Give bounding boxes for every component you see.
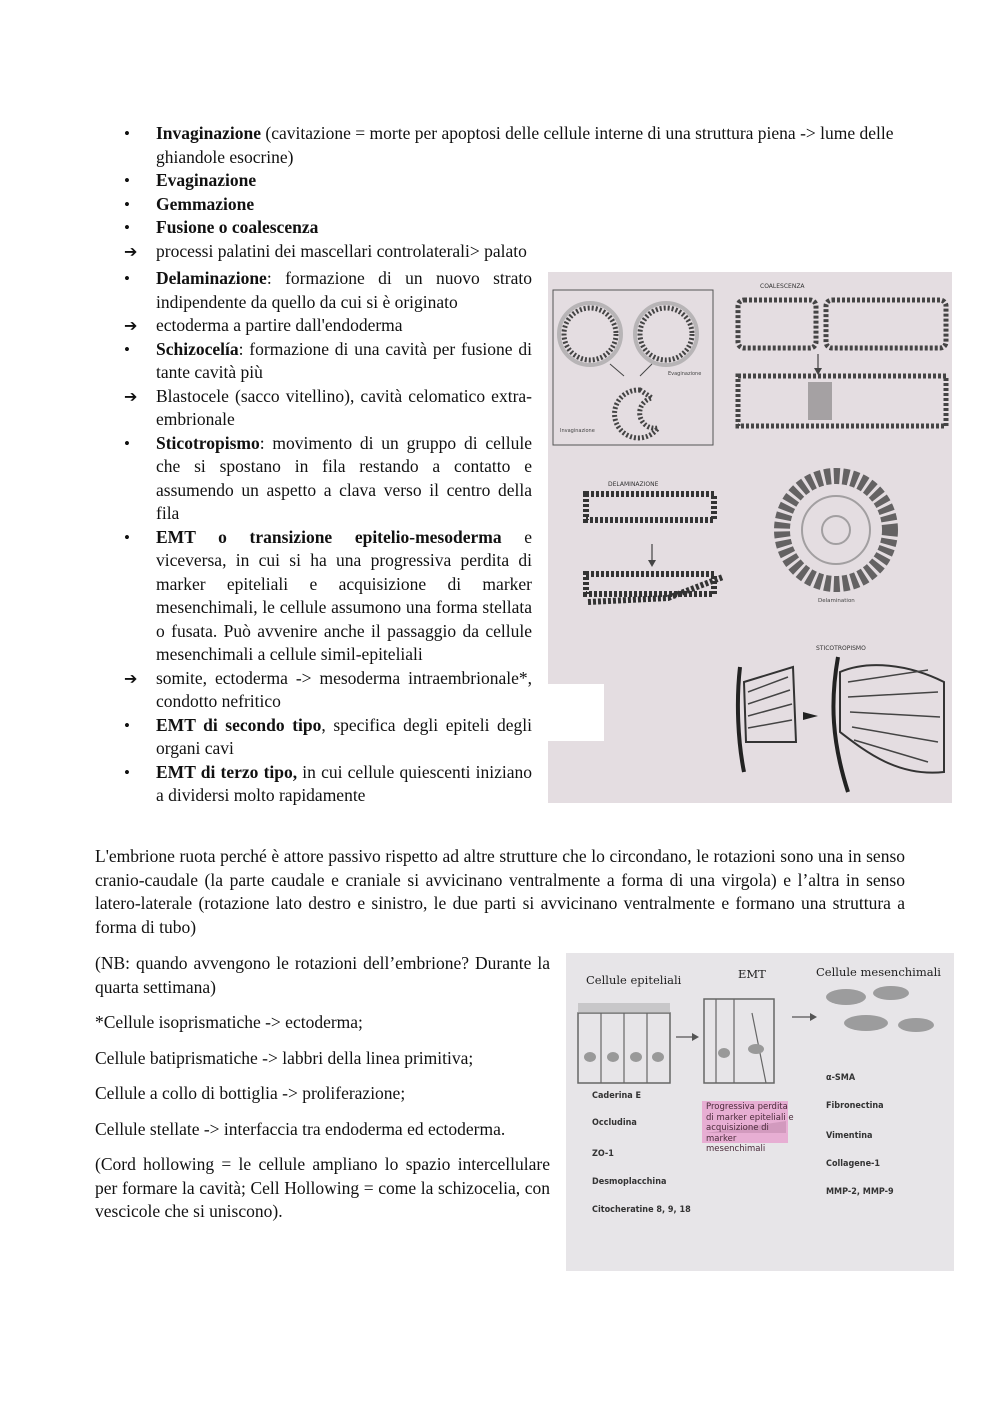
highlight-text: Progressiva perdita di marker epiteliali e acquisizione di marker mesenchimali [706,1102,794,1154]
note-paragraph: (Cord hollowing = le cellule ampliano lo spazio intercellulare per formare la cavità; Cell Hollowing = come la schizocelia, con vescicole che si uniscono). [95,1154,550,1221]
arrow-icon [124,240,150,264]
arrow-icon [124,314,150,338]
list-item-text: : formazione di un nuovo strato indipendente da quello da cui si è originato [156,268,532,312]
list-item [120,667,532,714]
list-item-text: : formazione di una cavità per fusione di tante cavità più [156,338,532,382]
bullet-icon [124,169,150,193]
bullet-icon [124,216,150,240]
list-item-text: somite, ectoderma -> mesoderma intraembrionale*, condotto nefritico [156,667,532,711]
note-paragraph: Cellule a collo di bottiglia -> proliferazione; [95,1083,406,1103]
list-item-term: Evaginazione [156,170,257,190]
arrow-icon [124,385,150,409]
mesenchymal-marker: Collagene-1 [826,1159,881,1169]
header-emt: EMT [738,967,766,981]
label-sticotropismo: STICOTROPISMO [816,645,866,652]
list-item-term: Sticotropismo [156,432,260,453]
figure-emt-markers [566,953,954,1271]
bullet-list-top [120,122,910,263]
mesenchymal-marker: MMP-2, MMP-9 [826,1187,894,1197]
list-item-text: Blastocele (sacco vitellino), cavità celomatico extra-embrionale [156,385,532,429]
list-item-term: Gemmazione [156,193,255,214]
bullet-icon [124,714,150,738]
mesenchymal-marker: Fibronectina [826,1101,884,1111]
notes-block [95,952,550,1236]
list-item [120,216,910,240]
list-item-term: EMT o transizione epitelio-mesoderma [156,526,502,547]
list-item-term: Invaginazione [156,123,262,143]
bullet-icon [124,761,150,785]
note-paragraph: *Cellule isoprismatiche -> ectoderma; [95,1012,363,1032]
bullet-list-left-column [120,267,532,808]
list-item-term: EMT di secondo tipo [156,714,322,735]
list-item-text: (cavitazione = morte per apoptosi delle cellule interne di una struttura piena -> lume delle ghiandole esocrine) [156,123,894,167]
paragraph-embryo-rotation: L'embrione ruota perché è attore passivo rispetto ad altre strutture che lo circondano, le rotazioni sono una in senso cranio-caudale (la parte caudale e craniale si avvicinano ventralmente a forma di una virgola) e l’altra in senso latero-laterale (rotazione lato destro e sinistro, le due parti si avvicinano ventralmente e formano una struttura a forma di tubo) [95,846,905,937]
label-invaginazione: Invaginazione [560,428,595,434]
bullet-icon [124,338,150,362]
bullet-icon [124,122,150,146]
arrow-icon [124,667,150,691]
epithelial-marker: Caderina E [592,1091,642,1101]
list-item-text: in cui cellule quiescenti iniziano a dividersi molto rapidamente [156,761,532,805]
figure-morphogenesis-processes [548,272,952,803]
epithelial-marker: Occludina [592,1118,637,1128]
list-item-term: Fusione o coalescenza [156,217,319,237]
list-item-text: : movimento di un gruppo di cellule che si spostano in fila restando a contatto e assumendo un aspetto a clava verso il centro della fila [156,432,532,523]
list-item [120,267,532,314]
list-item [120,761,532,808]
bullet-icon [124,526,150,550]
list-item [120,714,532,761]
label-coalescenza: COALESCENZA [760,283,805,290]
epithelial-marker: Citocheratine 8, 9, 18 [592,1205,691,1215]
list-item [120,338,532,385]
note-paragraph: Cellule batiprismatiche -> labbri della linea primitiva; [95,1047,474,1068]
label-delaminazione: DELAMINAZIONE [608,481,659,488]
list-item-text: , specifica degli epiteli degli organi cavi [156,714,533,758]
bullet-icon [124,193,150,217]
redaction-patch [548,684,604,741]
list-item-term: EMT di terzo tipo, [156,761,298,782]
list-item-text: processi palatini dei mascellari controlaterali> palato [156,240,527,261]
bullet-icon [124,432,150,456]
epithelial-marker: ZO-1 [592,1149,614,1159]
list-item [120,432,532,526]
bullet-icon [124,267,150,291]
list-item-text: ectoderma a partire dall'endoderma [156,315,403,335]
mesenchymal-marker: α-SMA [826,1073,856,1083]
list-item-text: e viceversa, in cui si ha una progressiva perdita di marker epiteliali e acquisizione di marker mesenchimali, le cellule assumono una forma stellata o fusata. Può avvenire anche il passaggio da cellule mesenchimali a cellule simil-epiteliali [156,526,532,664]
list-item [120,169,910,193]
list-item-term: Schizocelía [156,338,239,359]
list-item [120,122,910,169]
list-item [120,526,532,667]
note-paragraph: Cellule stellate -> interfaccia tra endoderma ed ectoderma. [95,1118,506,1139]
epithelial-marker: Desmoplacchina [592,1177,667,1187]
list-item [120,385,532,432]
note-paragraph: (NB: quando avvengono le rotazioni dell’embrione? Durante la quarta settimana) [95,953,550,997]
header-mesenchymal-cells: Cellule mesenchimali [816,965,941,979]
list-item [120,193,910,217]
label-evaginazione: Evaginazione [668,371,702,377]
mesenchymal-marker: Vimentina [826,1131,873,1141]
list-item [120,314,532,338]
list-item [120,240,910,264]
list-item-term: Delaminazione [156,268,267,288]
label-delamination: Delamination [818,598,855,604]
header-epithelial-cells: Cellule epiteliali [586,973,682,987]
